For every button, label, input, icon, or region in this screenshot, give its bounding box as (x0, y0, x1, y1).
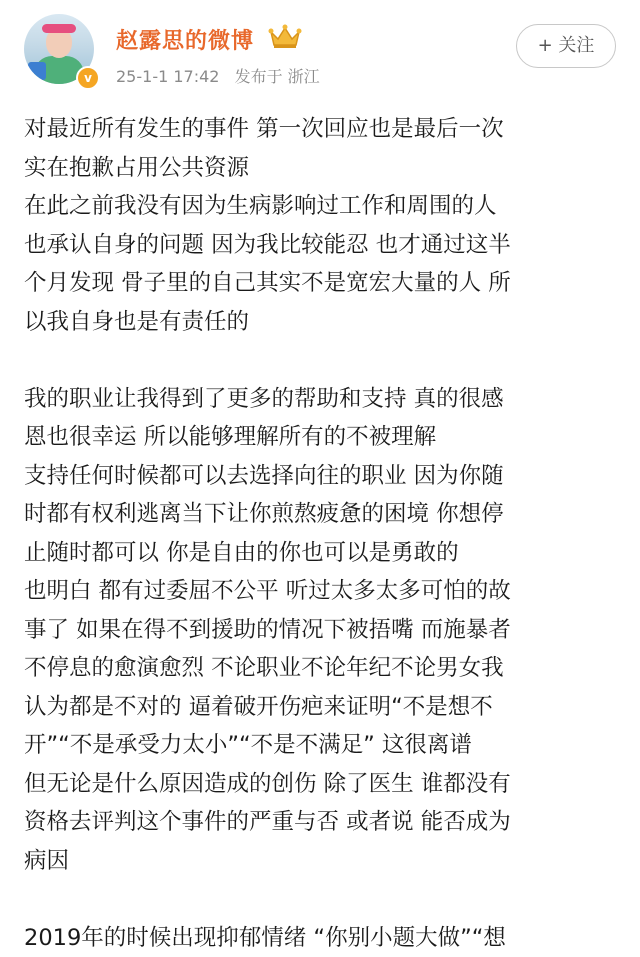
post-text-line: 病因 (24, 842, 624, 881)
post-text-line: 个月发现 骨子里的自己其实不是宽宏大量的人 所 (24, 264, 624, 303)
post-text-line: 事了 如果在得不到援助的情况下被捂嘴 而施暴者 (24, 611, 624, 650)
post-text-line: 资格去评判这个事件的严重与否 或者说 能否成为 (24, 803, 624, 842)
post-text-line: 也明白 都有过委屈不公平 听过太多太多可怕的故 (24, 572, 624, 611)
verified-badge-icon: v (76, 66, 100, 90)
post-text-line: 实在抱歉占用公共资源 (24, 149, 624, 188)
post-header (0, 0, 640, 100)
crown-icon (268, 24, 302, 50)
post-text-line: 以我自身也是有责任的 (24, 303, 624, 342)
post-text-line: 时都有权利逃离当下让你煎熬疲惫的困境 你想停 (24, 495, 624, 534)
follow-button[interactable]: + 关注 (516, 24, 616, 68)
paragraph-gap (24, 341, 624, 380)
post-text-line: 止随时都可以 你是自由的你也可以是勇敢的 (24, 534, 624, 573)
post-meta (116, 64, 330, 87)
paragraph-gap (24, 880, 624, 919)
avatar[interactable] (24, 14, 94, 84)
post-text-line: 在此之前我没有因为生病影响过工作和周围的人 (24, 187, 624, 226)
post-text-line: 2019年的时候出现抑郁情绪 “你别小题大做”“想 (24, 919, 624, 957)
post-text-line: 认为都是不对的 逼着破开伤疤来证明“不是想不 (24, 688, 624, 727)
post-text-line: 支持任何时候都可以去选择向往的职业 因为你随 (24, 457, 624, 496)
user-name[interactable]: 赵露思的微博 (116, 24, 254, 55)
post-text-line: 但无论是什么原因造成的创伤 除了医生 谁都没有 (24, 765, 624, 804)
post-date: 25-1-1 17:42 (116, 67, 219, 86)
post-body (24, 110, 624, 957)
post-text-line: 恩也很幸运 所以能够理解所有的不被理解 (24, 418, 624, 457)
post-text-line: 开”“不是承受力太小”“不是不满足” 这很离谱 (24, 726, 624, 765)
post-text-line: 我的职业让我得到了更多的帮助和支持 真的很感 (24, 380, 624, 419)
post-text-line: 不停息的愈演愈烈 不论职业不论年纪不论男女我 (24, 649, 624, 688)
post-text-line: 也承认自身的问题 因为我比较能忍 也才通过这半 (24, 226, 624, 265)
post-text-line: 对最近所有发生的事件 第一次回应也是最后一次 (24, 110, 624, 149)
post-location: 发布于 浙江 (235, 67, 320, 86)
